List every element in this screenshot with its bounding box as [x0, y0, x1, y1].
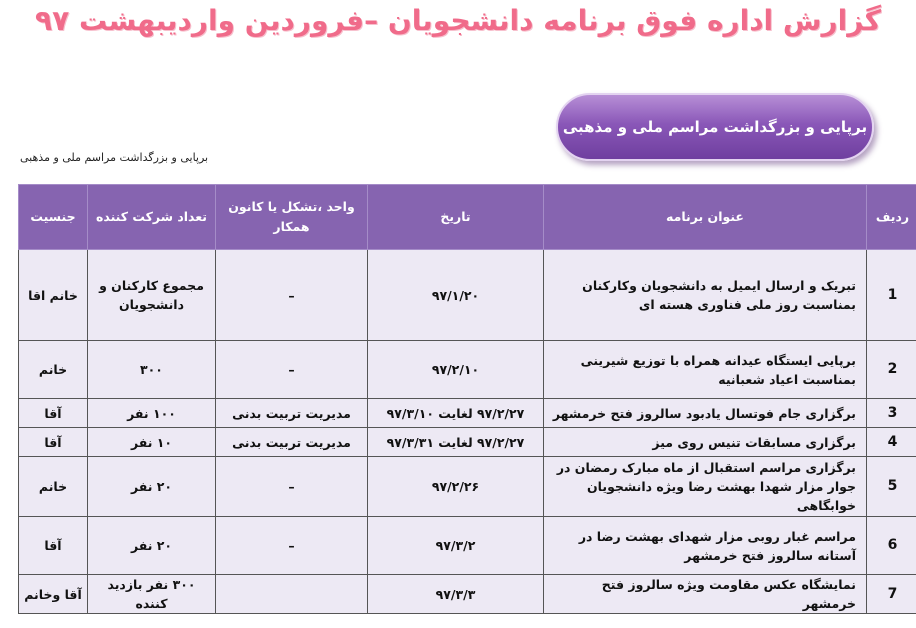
cell-tarikh: ۹۷/۱/۲۰: [368, 250, 544, 341]
cell-vahed: –: [216, 341, 368, 399]
header-jensiat: جنسیت: [19, 185, 88, 250]
header-tedad: تعداد شرکت کننده: [88, 185, 216, 250]
section-subtitle: برپایی و بزرگداشت مراسم ملی و مذهبی: [20, 151, 209, 164]
cell-onvan: برگزاری جام فوتسال یادبود سالروز فتح خرمشهر: [544, 399, 867, 428]
cell-tedad: ۳۰۰: [88, 341, 216, 399]
cell-jensiat: آقا: [19, 517, 88, 575]
header-tarikh: تاریخ: [368, 185, 544, 250]
section-pill-label: برپایی و بزرگداشت مراسم ملی و مذهبی: [562, 118, 868, 136]
cell-vahed: –: [216, 457, 368, 517]
cell-onvan: برگزاری مسابقات تنیس روی میز: [544, 428, 867, 457]
cell-tarikh: ۹۷/۲/۲۶: [368, 457, 544, 517]
cell-jensiat: خانم اقا: [19, 250, 88, 341]
cell-radif: 5: [867, 457, 916, 517]
cell-onvan: برپایی ایستگاه عیدانه همراه با توزیع شیرینی بمناسبت اعیاد شعبانیه: [544, 341, 867, 399]
table-row: [19, 399, 916, 428]
cell-tedad: ۳۰۰ نفر بازدید کننده: [88, 575, 216, 614]
cell-tedad: ۲۰ نفر: [88, 457, 216, 517]
cell-onvan: برگزاری مراسم استقبال از ماه مبارک رمضان در جوار مزار شهدا بهشت رضا ویژه دانشجویان خوابگاهی: [544, 457, 867, 517]
cell-jensiat: آقا: [19, 399, 88, 428]
cell-onvan: تبریک و ارسال ایمیل به دانشجویان وکارکنان بمناسبت روز ملی فناوری هسته ای: [544, 250, 867, 341]
cell-onvan: نمایشگاه عکس مقاومت ویژه سالروز فتح خرمشهر: [544, 575, 867, 614]
cell-jensiat: خانم: [19, 341, 88, 399]
table-row: [19, 457, 916, 517]
cell-radif: 2: [867, 341, 916, 399]
header-radif: ردیف: [867, 185, 916, 250]
cell-tarikh: ۹۷/۲/۱۰: [368, 341, 544, 399]
header-onvan: عنوان برنامه: [544, 185, 867, 250]
cell-jensiat: خانم: [19, 457, 88, 517]
cell-vahed: [216, 575, 368, 614]
cell-tarikh: ۹۷/۲/۲۷ لغایت ۹۷/۳/۱۰: [368, 399, 544, 428]
table-row: [19, 341, 916, 399]
cell-vahed: مدیریت تربیت بدنی: [216, 428, 368, 457]
table-header-row: [19, 185, 916, 250]
table-row: [19, 517, 916, 575]
cell-vahed: مدیریت تربیت بدنی: [216, 399, 368, 428]
table-row: [19, 250, 916, 341]
table-row: [19, 575, 916, 614]
header-vahed: واحد ،تشکل یا کانون همکار: [216, 185, 368, 250]
cell-jensiat: آقا: [19, 428, 88, 457]
cell-onvan: مراسم غبار روبی مزار شهدای بهشت رضا در آستانه سالروز فتح خرمشهر: [544, 517, 867, 575]
cell-radif: 7: [867, 575, 916, 614]
cell-vahed: –: [216, 250, 368, 341]
section-pill: [556, 93, 874, 161]
cell-vahed: –: [216, 517, 368, 575]
cell-tedad: ۲۰ نفر: [88, 517, 216, 575]
cell-radif: 6: [867, 517, 916, 575]
cell-radif: 4: [867, 428, 916, 457]
cell-tedad: ۱۰ نفر: [88, 428, 216, 457]
cell-tedad: ۱۰۰ نفر: [88, 399, 216, 428]
page-title: گزارش اداره فوق برنامه دانشجویان –فروردین واردیبهشت ۹۷: [35, 4, 881, 37]
cell-tarikh: ۹۷/۳/۲: [368, 517, 544, 575]
program-table: [18, 184, 916, 614]
cell-radif: 1: [867, 250, 916, 341]
cell-radif: 3: [867, 399, 916, 428]
cell-tarikh: ۹۷/۳/۳: [368, 575, 544, 614]
cell-tarikh: ۹۷/۲/۲۷ لغایت ۹۷/۳/۳۱: [368, 428, 544, 457]
table-row: [19, 428, 916, 457]
cell-tedad: مجموع کارکنان و دانشجویان: [88, 250, 216, 341]
cell-jensiat: آقا وخانم: [19, 575, 88, 614]
